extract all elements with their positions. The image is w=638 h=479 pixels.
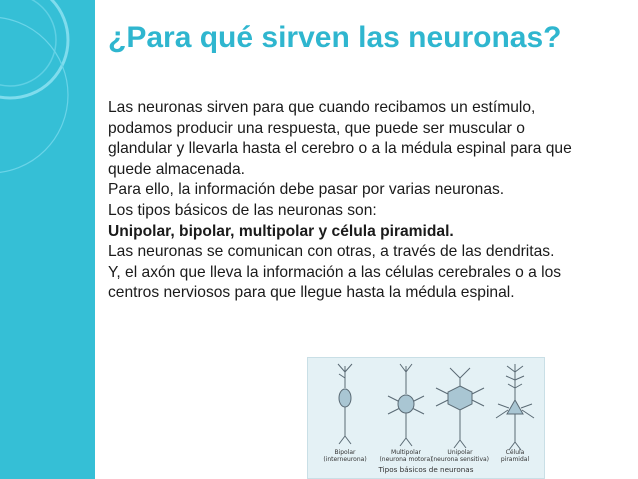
body-text [108, 98, 578, 304]
pyramidal-cell-drawing [496, 364, 534, 450]
paragraph-dendrites: Las neuronas se comunican con otras, a través de las dendritas. [108, 243, 555, 261]
pyramidal-label: Célula [505, 449, 525, 456]
decorative-circles [0, 0, 95, 479]
pyramidal-detail: piramidal [500, 456, 530, 463]
decorative-sidebar [0, 0, 95, 479]
figure-caption: Tipos básicos de neuronas [378, 465, 474, 474]
bipolar-neuron-drawing [338, 364, 352, 444]
paragraph-purpose: Las neuronas sirven para que cuando recibamos un estímulo, podamos producir una respuesta, que puede ser muscular o glandular y llevarla hasta el cerebro o a la médula espinal para que quede almacenada. [108, 99, 572, 178]
paragraph-types-intro: Los tipos básicos de las neuronas son: [108, 201, 377, 219]
bipolar-detail: (interneurona) [323, 456, 367, 463]
slide-title: ¿Para qué sirven las neuronas? [108, 21, 562, 54]
paragraph-types-list: Unipolar, bipolar, multipolar y célula piramidal. [108, 222, 454, 240]
multipolar-label: Multipolar [391, 449, 421, 456]
multipolar-detail: (neurona motora) [379, 456, 433, 463]
paragraph-information: Para ello, la información debe pasar por varias neuronas. [108, 181, 505, 199]
neuron-diagram [308, 358, 544, 478]
multipolar-neuron-drawing [388, 364, 424, 446]
neuron-types-figure [307, 357, 545, 479]
bipolar-label: Bipolar [334, 449, 356, 456]
unipolar-label: Unipolar [447, 449, 473, 456]
paragraph-axon: Y, el axón que lleva la información a las células cerebrales o a los centros nerviosos para que llegue hasta la médula espinal. [108, 263, 562, 302]
unipolar-detail: (neurona sensitiva) [430, 456, 490, 463]
unipolar-neuron-drawing [436, 368, 484, 448]
